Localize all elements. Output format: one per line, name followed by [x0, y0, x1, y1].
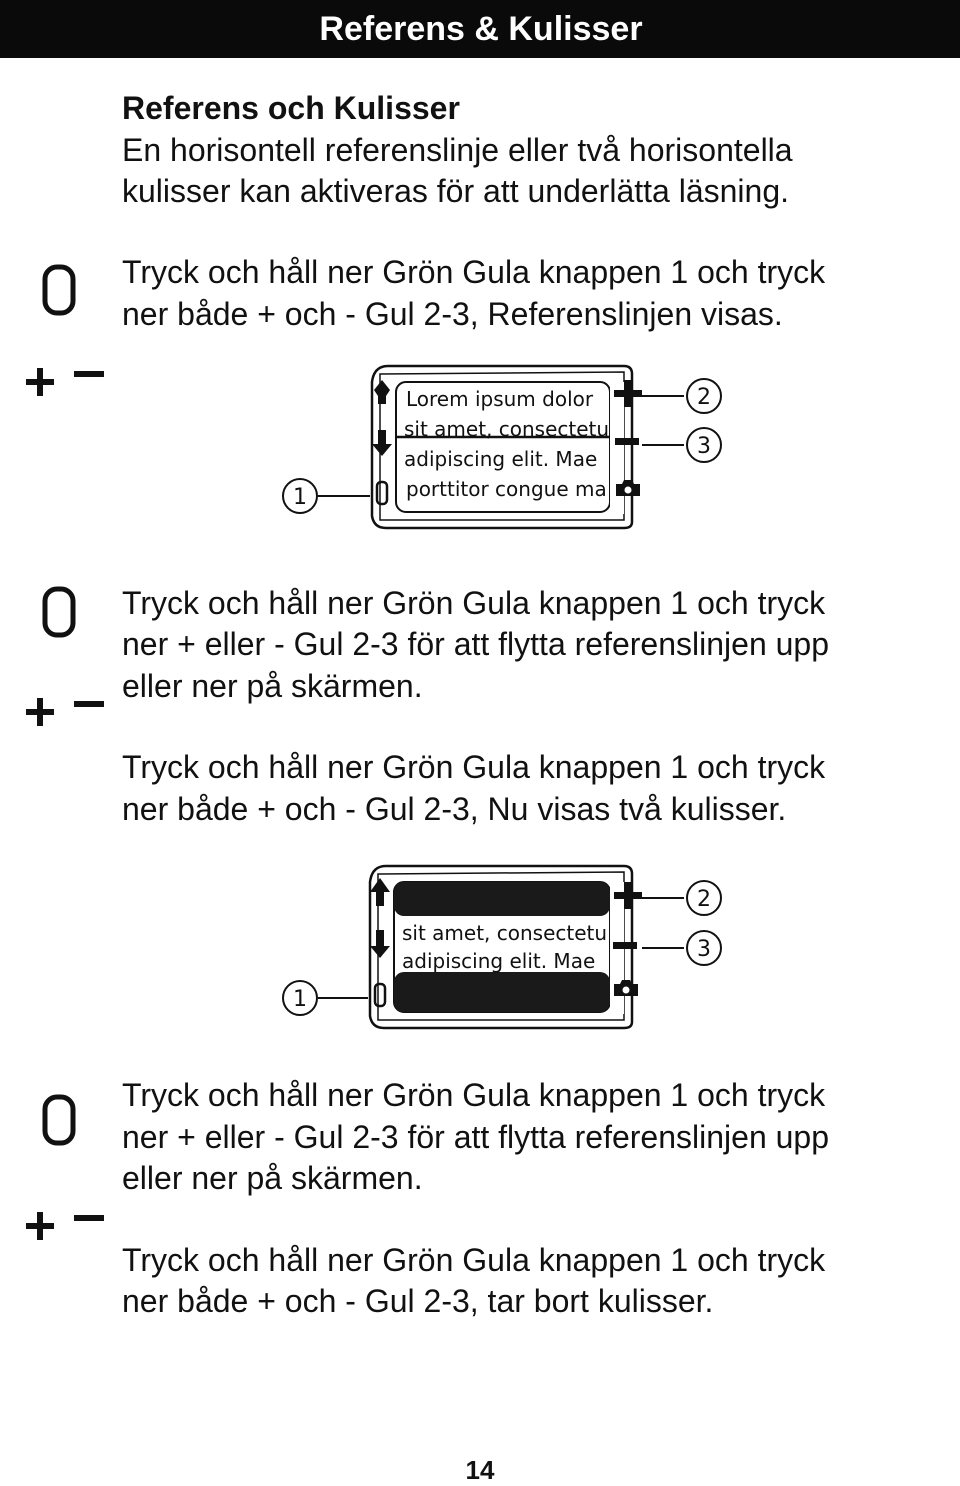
zero-button-icon — [42, 264, 76, 316]
step-5-line-1: Tryck och håll ner Grön Gula knappen 1 och tryck — [122, 1242, 826, 1278]
screen-text-line-2: adipiscing elit. Mae — [402, 949, 596, 973]
page-header-title: Referens & Kulisser — [319, 10, 643, 48]
step-1-line-2: ner både + och - Gul 2-3, Referenslinjen visas. — [122, 296, 783, 332]
screen-text-line-3: adipiscing elit. Mae — [404, 447, 598, 471]
page-header — [0, 0, 960, 58]
zero-button-icon — [42, 1094, 76, 1146]
minus-button-icon — [613, 942, 637, 949]
screen-text-line-2: sit amet, consectetu — [404, 417, 610, 441]
section-heading: Referens och Kulisser — [122, 90, 460, 126]
screen-text-line-1: sit amet, consectetu — [402, 921, 608, 945]
callout-3-label: 3 — [697, 434, 711, 459]
magnifier-masks-diagram — [270, 860, 740, 1036]
callout-3-label: 3 — [697, 937, 711, 962]
magnifier-screen — [396, 382, 624, 514]
callout-1-label: 1 — [293, 987, 307, 1012]
magnifier-screen — [394, 882, 624, 1014]
step-2-line-2: ner + eller - Gul 2-3 för att flytta referenslinjen upp — [122, 626, 830, 662]
step-4-line-1: Tryck och håll ner Grön Gula knappen 1 och tryck — [122, 1077, 826, 1113]
step-5-line-2: ner både + och - Gul 2-3, tar bort kulisser. — [122, 1283, 714, 1319]
step-3-line-1: Tryck och håll ner Grön Gula knappen 1 och tryck — [122, 749, 826, 785]
magnifier-reference-line-diagram — [270, 358, 740, 534]
intro-line-1: En horisontell referenslinje eller två horisontella — [122, 132, 793, 168]
lower-mask — [394, 972, 610, 1012]
upper-mask — [394, 882, 610, 916]
callout-2-label: 2 — [697, 385, 711, 410]
plus-minus-icon — [24, 692, 106, 732]
screen-text-line-4: porttitor congue ma — [406, 477, 607, 501]
step-2-line-3: eller ner på skärmen. — [122, 668, 423, 704]
step-1-line-1: Tryck och håll ner Grön Gula knappen 1 och tryck — [122, 254, 826, 290]
step-3-line-2: ner både + och - Gul 2-3, Nu visas två kulisser. — [122, 791, 787, 827]
step-4-line-3: eller ner på skärmen. — [122, 1160, 423, 1196]
callout-2-label: 2 — [697, 887, 711, 912]
intro-line-2: kulisser kan aktiveras för att underlätta läsning. — [122, 173, 789, 209]
page-number: 14 — [465, 1455, 495, 1485]
plus-minus-icon — [24, 1206, 106, 1246]
minus-button-icon — [615, 438, 639, 445]
zero-button-icon — [42, 586, 76, 638]
step-2-line-1: Tryck och håll ner Grön Gula knappen 1 och tryck — [122, 585, 826, 621]
plus-minus-icon — [24, 362, 106, 402]
step-4-line-2: ner + eller - Gul 2-3 för att flytta referenslinjen upp — [122, 1119, 830, 1155]
callout-1-label: 1 — [293, 485, 307, 510]
screen-text-line-1: Lorem ipsum dolor — [406, 387, 594, 411]
